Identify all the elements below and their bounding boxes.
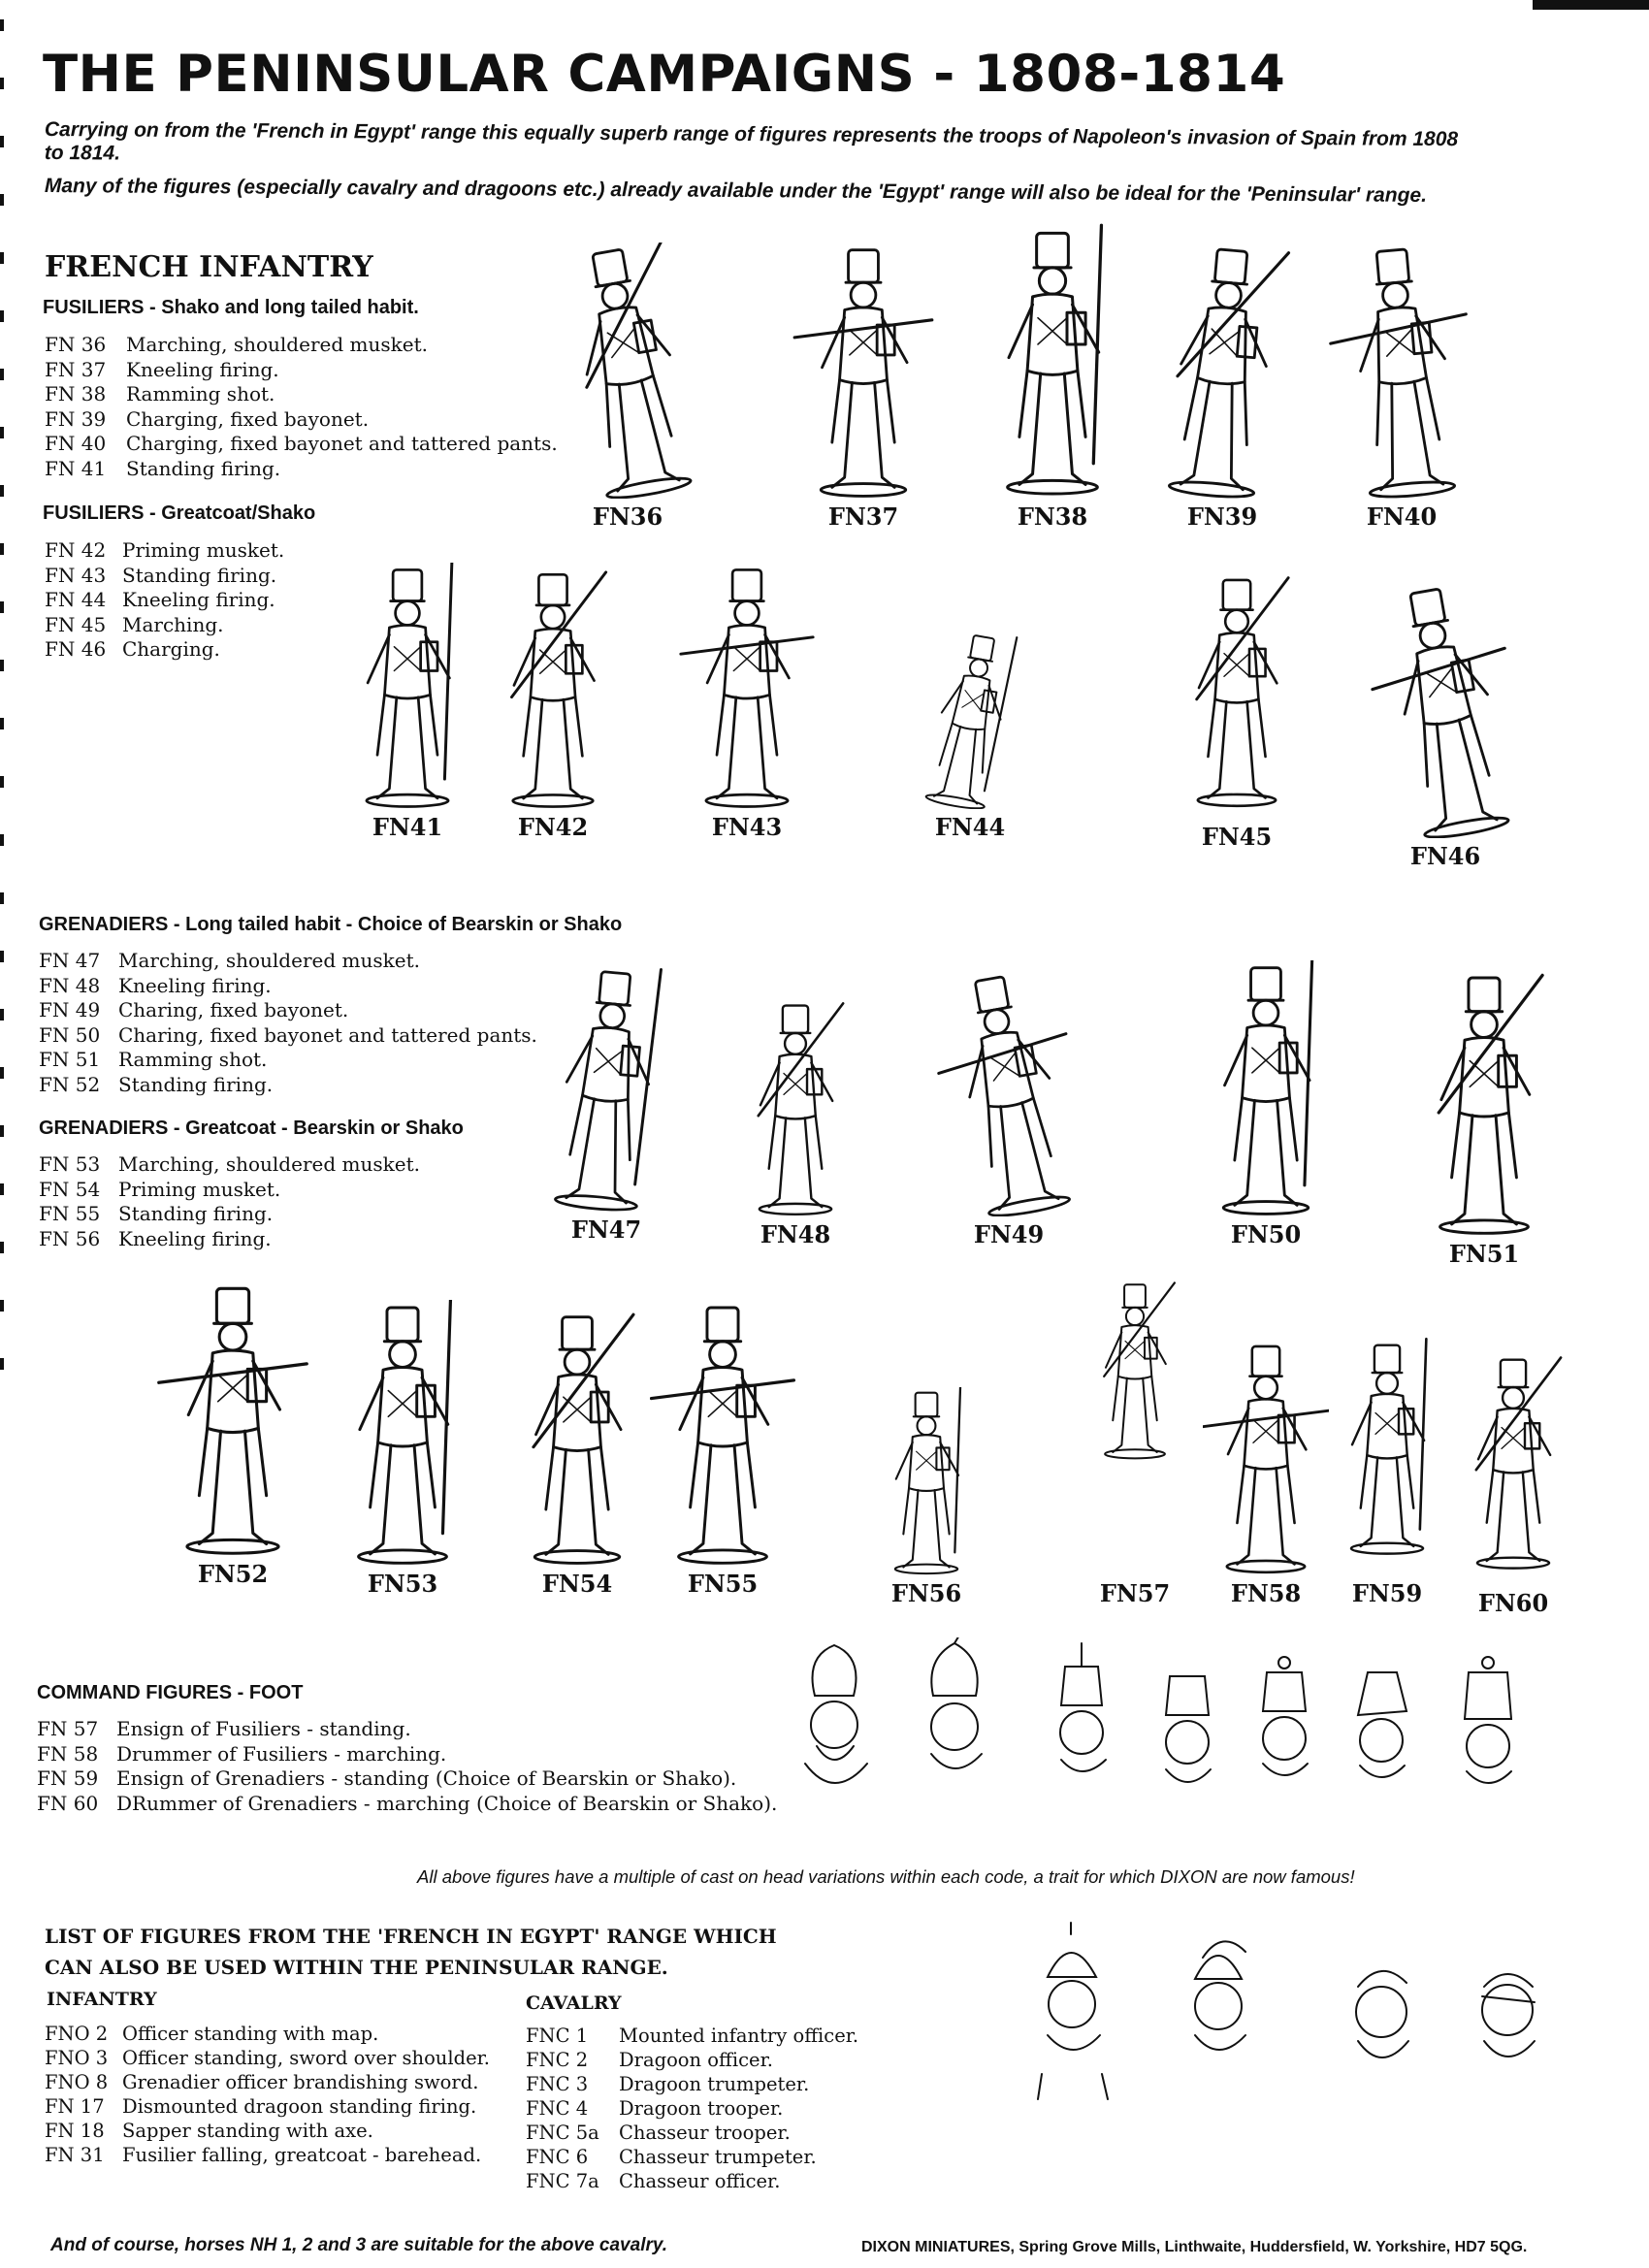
item-code: FN 52 — [39, 1072, 101, 1096]
list-item — [39, 1178, 420, 1203]
figure-label: FN46 — [1409, 842, 1481, 870]
item-code: FNO 8 — [45, 2071, 109, 2093]
musket-mark — [635, 969, 662, 1185]
item-desc: Priming musket. — [118, 1177, 281, 1201]
figure-fn48 — [708, 999, 883, 1248]
figure-fn37 — [766, 243, 960, 531]
soldier-figure-illustration — [320, 563, 495, 809]
head-variations-illustration — [776, 1637, 1649, 1831]
item-code: FNC 6 — [526, 2146, 589, 2168]
item-desc: Kneeling firing. — [122, 588, 275, 611]
item-desc: Standing firing. — [118, 1202, 274, 1225]
list-item — [37, 1742, 777, 1767]
item-desc: Charing, fixed bayonet. — [118, 998, 349, 1021]
list-item — [45, 2046, 490, 2070]
egypt-infantry-list — [45, 2022, 490, 2167]
list-item — [37, 1766, 777, 1792]
musket-mark — [1178, 244, 1289, 385]
figure-label: FN36 — [592, 502, 663, 531]
figure-label: FN47 — [570, 1215, 642, 1244]
list-item — [39, 974, 537, 999]
item-code: FN 59 — [37, 1766, 99, 1790]
list-item — [526, 2169, 858, 2193]
list-item — [45, 564, 284, 589]
item-desc: Ensign of Fusiliers - standing. — [116, 1717, 411, 1740]
fusiliers-habit-list — [45, 333, 558, 481]
egypt-title-line-2: CAN ALSO BE USED WITHIN THE PENINSULAR RANGE. — [45, 1956, 668, 1979]
list-item — [526, 2145, 858, 2169]
item-desc: Ramming shot. — [118, 1048, 268, 1071]
command-figures-title: COMMAND FIGURES - FOOT — [37, 1682, 304, 1703]
soldier-figure-illustration — [1135, 243, 1310, 499]
item-desc: Kneeling firing. — [126, 357, 279, 381]
egypt-cavalry-list — [526, 2024, 858, 2193]
figure-label: FN42 — [517, 813, 589, 841]
head-variations-strip — [776, 1637, 1649, 1836]
head-variations-note: All above figures have a multiple of cast on head variations within each code, a trait for which DIXON are now famous! — [417, 1866, 1355, 1887]
helmet-head-icon — [1038, 1923, 1108, 2099]
item-desc: Marching, shouldered musket. — [118, 949, 420, 972]
figure-fn54 — [504, 1310, 650, 1598]
item-code: FNC 5a — [526, 2122, 599, 2144]
figure-fn42 — [485, 567, 621, 841]
fusiliers-habit-title: FUSILIERS - Shako and long tailed habit. — [43, 297, 419, 318]
soldier-figure-illustration — [1455, 1339, 1571, 1585]
list-item — [45, 457, 558, 482]
item-code: FNC 1 — [526, 2025, 589, 2047]
musket-mark — [1370, 648, 1508, 689]
figure-fn47 — [524, 965, 689, 1244]
figure-fn43 — [660, 563, 834, 841]
list-item — [39, 1048, 537, 1073]
item-code: FN 40 — [45, 432, 107, 455]
item-code: FN 56 — [39, 1226, 101, 1250]
item-code: FN 37 — [45, 357, 107, 381]
musket-mark — [936, 1034, 1069, 1074]
list-item — [45, 588, 284, 613]
item-code: FN 54 — [39, 1177, 101, 1201]
company-address: DIXON MINIATURES, Spring Grove Mills, Linthwaite, Huddersfield, W. Yorkshire, HD7 5QG. — [861, 2239, 1528, 2255]
item-code: FN 43 — [45, 563, 107, 587]
list-item — [45, 538, 284, 564]
list-item — [45, 358, 558, 383]
figure-label: FN39 — [1186, 502, 1258, 531]
list-item — [526, 2121, 858, 2145]
item-desc: Standing firing. — [118, 1072, 274, 1096]
item-desc: Standing firing. — [126, 456, 281, 480]
figure-label: FN49 — [973, 1220, 1045, 1248]
list-item — [45, 2070, 490, 2094]
list-item — [45, 637, 284, 663]
list-item — [39, 1227, 420, 1252]
figure-label: FN52 — [197, 1560, 269, 1588]
item-desc: Officer standing, sword over shoulder. — [122, 2047, 491, 2069]
egypt-heads-illustration — [1009, 1919, 1591, 2103]
figure-fn44 — [873, 631, 1067, 841]
soldier-figure-illustration — [535, 243, 720, 499]
shako-plume-head-icon — [1060, 1643, 1106, 1771]
list-item — [37, 1717, 777, 1742]
musket-mark — [159, 1364, 307, 1382]
item-code: FN 55 — [39, 1202, 101, 1225]
figure-fn45 — [1174, 563, 1300, 851]
list-item — [45, 2094, 490, 2119]
item-desc: Kneeling firing. — [118, 973, 272, 997]
item-desc: Marching, shouldered musket. — [126, 333, 428, 356]
item-desc: Dragoon trumpeter. — [619, 2073, 810, 2095]
soldier-figure-illustration — [922, 970, 1096, 1216]
figure-label: FN37 — [827, 502, 899, 531]
figure-fn36 — [535, 243, 720, 531]
item-code: FN 48 — [39, 973, 101, 997]
bearskin-head-icon — [805, 1645, 867, 1783]
figure-label: FN40 — [1366, 502, 1438, 531]
command-figures-list — [37, 1717, 777, 1816]
item-code: FN 49 — [39, 998, 101, 1021]
item-code: FN 57 — [37, 1717, 99, 1740]
list-item — [526, 2048, 858, 2072]
soldier-figure-illustration — [524, 965, 689, 1212]
page-title: THE PENINSULAR CAMPAIGNS - 1808-1814 — [43, 45, 1286, 104]
item-desc: Chasseur officer. — [619, 2170, 781, 2192]
bearskin-plume-head-icon — [931, 1637, 982, 1768]
item-desc: Dragoon officer. — [619, 2049, 773, 2071]
intro-paragraph-2: Many of the figures (especially cavalry and dragoons etc.) already available under the 'Egypt' range will also be ideal for the 'Peninsular' range. — [44, 175, 1428, 207]
item-code: FN 50 — [39, 1022, 101, 1047]
list-item — [45, 2119, 490, 2143]
soldier-figure-illustration — [1406, 970, 1562, 1236]
list-item — [45, 382, 558, 407]
figure-label: FN41 — [372, 813, 443, 841]
item-code: FN 51 — [39, 1048, 101, 1071]
figure-fn38 — [980, 223, 1125, 531]
item-code: FN 47 — [39, 949, 101, 972]
list-item — [39, 1073, 537, 1098]
list-item — [45, 2022, 490, 2046]
item-desc: Kneeling firing. — [118, 1226, 272, 1250]
list-item — [39, 949, 537, 974]
figure-fn46 — [1348, 582, 1542, 870]
soldier-figure-illustration — [504, 1310, 650, 1566]
soldier-figure-illustration — [1310, 243, 1494, 499]
item-code: FN 42 — [45, 538, 107, 562]
item-code: FN 31 — [45, 2144, 105, 2166]
item-code: FN 58 — [37, 1741, 99, 1766]
figure-label: FN48 — [760, 1220, 831, 1248]
item-desc: Ensign of Grenadiers - standing (Choice of Bearskin or Shako). — [116, 1766, 737, 1790]
list-item — [526, 2072, 858, 2096]
bandaged-head-icon — [1482, 1974, 1535, 2057]
figure-label: FN58 — [1230, 1579, 1302, 1607]
list-item — [39, 1023, 537, 1049]
item-desc: Drummer of Fusiliers - marching. — [116, 1741, 447, 1766]
list-item — [39, 1152, 420, 1178]
item-desc: Mounted infantry officer. — [619, 2025, 859, 2047]
list-item — [45, 333, 558, 358]
top-edge-bar — [1533, 0, 1649, 10]
soldier-figure-illustration — [1348, 582, 1542, 838]
list-item — [39, 998, 537, 1023]
list-item — [45, 2143, 490, 2167]
horses-note: And of course, horses NH 1, 2 and 3 are suitable for the above cavalry. — [50, 2235, 668, 2255]
soldier-figure-illustration — [1174, 563, 1300, 819]
item-code: FN 44 — [45, 588, 107, 611]
item-desc: Dismounted dragoon standing firing. — [122, 2095, 477, 2118]
item-code: FNO 3 — [45, 2047, 109, 2069]
shako-head-icon — [1166, 1676, 1211, 1782]
figure-label: FN44 — [934, 813, 1006, 841]
item-desc: Dragoon trooper. — [619, 2097, 784, 2120]
figure-fn49 — [922, 970, 1096, 1248]
figure-fn41 — [320, 563, 495, 841]
item-code: FN 60 — [37, 1791, 99, 1815]
helmet-crest-head-icon — [1195, 1941, 1245, 2050]
left-margin-marks — [0, 19, 4, 1377]
list-item — [37, 1792, 777, 1817]
figure-fn57 — [1086, 1164, 1183, 1607]
item-code: FNO 2 — [45, 2023, 109, 2045]
figure-fn52 — [146, 1280, 320, 1588]
figure-label: FN53 — [367, 1570, 438, 1598]
egypt-cavalry-heading: CAVALRY — [526, 1993, 622, 2014]
item-code: FN 46 — [45, 637, 107, 661]
grenadiers-habit-list — [39, 949, 537, 1097]
figure-label: FN43 — [711, 813, 783, 841]
figure-fn56 — [844, 1387, 1009, 1607]
list-item — [45, 432, 558, 457]
bicorne-shako-head-icon — [1358, 1672, 1406, 1777]
figure-label: FN38 — [1017, 502, 1088, 531]
intro-paragraph-1: Carrying on from the 'French in Egypt' range this equally superb range of figures represents the troops of Napoleon's invasion of Spain from 1808 to 1814. — [44, 118, 1459, 165]
list-item — [39, 1202, 420, 1227]
figure-fn60 — [1455, 1339, 1571, 1617]
figure-fn58 — [1203, 1339, 1329, 1607]
bareheaded-head-icon — [1356, 1971, 1408, 2057]
grenadiers-greatcoat-title: GRENADIERS - Greatcoat - Bearskin or Shako — [39, 1118, 464, 1139]
figure-fn51 — [1406, 970, 1562, 1268]
musket-mark — [651, 1380, 793, 1399]
figure-label: FN56 — [890, 1579, 962, 1607]
figure-label: FN57 — [1099, 1579, 1171, 1607]
item-code: FN 17 — [45, 2095, 105, 2118]
figure-fn59 — [1329, 1319, 1445, 1607]
item-code: FNC 4 — [526, 2097, 589, 2120]
item-code: FN 38 — [45, 382, 107, 405]
egypt-heads-strip — [1009, 1919, 1591, 2108]
soldier-figure-illustration — [320, 1300, 485, 1566]
list-item — [45, 613, 284, 638]
list-item — [526, 2024, 858, 2048]
item-desc: DRummer of Grenadiers - marching (Choice of Bearskin or Shako). — [116, 1791, 778, 1815]
grenadiers-greatcoat-list — [39, 1152, 420, 1251]
item-code: FNC 7a — [526, 2170, 599, 2192]
soldier-figure-illustration — [1183, 960, 1348, 1216]
soldier-figure-illustration — [485, 567, 621, 809]
item-code: FN 53 — [39, 1152, 101, 1176]
item-code: FN 36 — [45, 333, 107, 356]
list-item — [526, 2096, 858, 2121]
musket-mark — [1329, 314, 1468, 343]
item-desc: Priming musket. — [122, 538, 285, 562]
soldier-figure-illustration — [1329, 1319, 1445, 1575]
figure-fn39 — [1135, 243, 1310, 531]
item-desc: Marching. — [122, 612, 224, 636]
item-desc: Charging, fixed bayonet and tattered pants. — [126, 432, 558, 455]
figure-label: FN45 — [1201, 823, 1273, 851]
figure-fn55 — [650, 1300, 795, 1598]
musket-mark — [794, 320, 932, 338]
figure-label: FN59 — [1351, 1579, 1423, 1607]
shako-pompom-head-icon — [1263, 1657, 1308, 1775]
soldier-figure-illustration — [873, 631, 1067, 809]
figure-fn53 — [320, 1300, 485, 1598]
item-code: FN 45 — [45, 612, 107, 636]
soldier-figure-illustration — [1203, 1339, 1329, 1575]
item-desc: Officer standing with map. — [122, 2023, 379, 2045]
soldier-figure-illustration — [766, 243, 960, 499]
figure-label: FN54 — [541, 1570, 613, 1598]
item-desc: Fusilier falling, greatcoat - barehead. — [122, 2144, 482, 2166]
item-code: FN 41 — [45, 456, 107, 480]
figure-label: FN60 — [1477, 1589, 1549, 1617]
item-desc: Charing, fixed bayonet and tattered pants. — [118, 1022, 537, 1047]
musket-mark — [1203, 1410, 1329, 1427]
item-code: FNC 2 — [526, 2049, 589, 2071]
musket-mark — [681, 637, 813, 654]
soldier-figure-illustration — [980, 223, 1125, 499]
item-desc: Chasseur trooper. — [619, 2122, 791, 2144]
figure-label: FN50 — [1230, 1220, 1302, 1248]
item-code: FN 18 — [45, 2120, 105, 2142]
egypt-title-line-1: LIST OF FIGURES FROM THE 'FRENCH IN EGYPT' RANGE WHICH — [45, 1925, 777, 1948]
fusiliers-greatcoat-list — [45, 538, 284, 663]
grenadiers-habit-title: GRENADIERS - Long tailed habit - Choice of Bearskin or Shako — [39, 914, 623, 935]
egypt-range-title — [45, 1921, 821, 1983]
item-desc: Ramming shot. — [126, 382, 275, 405]
tall-shako-head-icon — [1465, 1657, 1511, 1783]
soldier-figure-illustration — [844, 1387, 1009, 1575]
french-infantry-heading: FRENCH INFANTRY — [45, 250, 373, 284]
soldier-figure-illustration — [708, 999, 883, 1216]
item-desc: Chasseur trumpeter. — [619, 2146, 817, 2168]
soldier-figure-illustration — [660, 563, 834, 809]
item-desc: Charging. — [122, 637, 220, 661]
figure-label: FN55 — [687, 1570, 759, 1598]
item-code: FN 39 — [45, 406, 107, 431]
fusiliers-greatcoat-title: FUSILIERS - Greatcoat/Shako — [43, 502, 316, 524]
item-desc: Marching, shouldered musket. — [118, 1152, 420, 1176]
soldier-figure-illustration — [146, 1280, 320, 1556]
figure-label: FN51 — [1448, 1240, 1520, 1268]
list-item — [45, 407, 558, 433]
soldier-figure-illustration — [1086, 1164, 1183, 1575]
item-desc: Standing firing. — [122, 563, 277, 587]
item-code: FNC 3 — [526, 2073, 589, 2095]
egypt-infantry-heading: INFANTRY — [47, 1989, 157, 2010]
item-desc: Grenadier officer brandishing sword. — [122, 2071, 479, 2093]
item-desc: Sapper standing with axe. — [122, 2120, 373, 2142]
figure-fn50 — [1183, 960, 1348, 1248]
figure-fn40 — [1310, 243, 1494, 531]
item-desc: Charging, fixed bayonet. — [126, 406, 370, 431]
soldier-figure-illustration — [650, 1300, 795, 1566]
